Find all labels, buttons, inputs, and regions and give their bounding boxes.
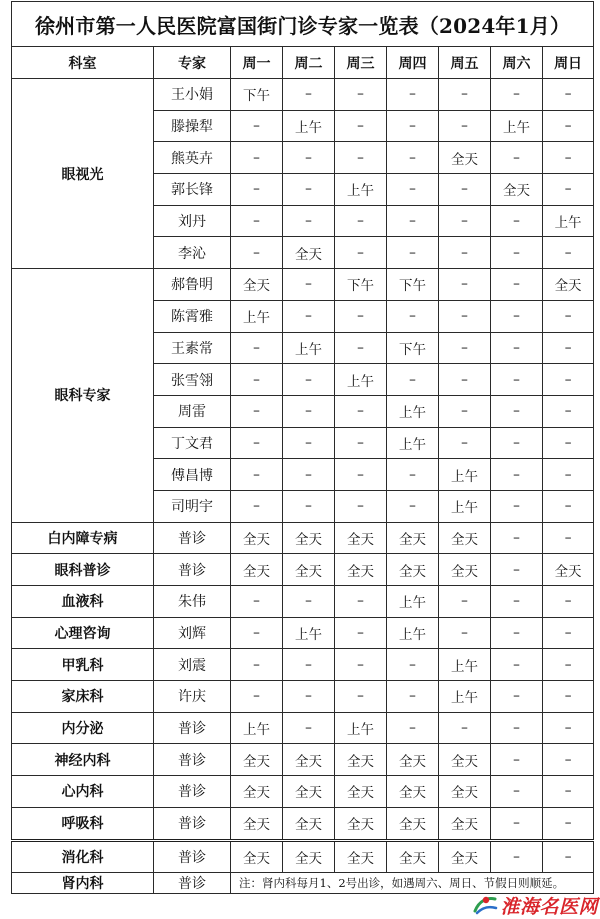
header-dept: 科室 xyxy=(12,47,154,79)
schedule-slot-thu: – xyxy=(387,174,439,206)
schedule-slot-tue: – xyxy=(283,649,335,681)
schedule-row xyxy=(12,873,594,894)
schedule-slot-fri: 全天 xyxy=(439,554,491,586)
expert-name: 普诊 xyxy=(154,873,231,894)
expert-name: 王小娟 xyxy=(154,79,231,111)
schedule-slot-sat: – xyxy=(491,269,543,301)
schedule-slot-sat: – xyxy=(491,586,543,618)
schedule-slot-mon: 全天 xyxy=(231,807,283,840)
schedule-row xyxy=(12,807,594,840)
schedule-slot-thu: – xyxy=(387,490,439,522)
schedule-slot-tue: – xyxy=(283,427,335,459)
schedule-slot-sun: – xyxy=(543,840,594,873)
schedule-slot-wed: 下午 xyxy=(335,269,387,301)
schedule-slot-tue: 全天 xyxy=(283,744,335,776)
schedule-slot-sun: 全天 xyxy=(543,269,594,301)
schedule-slot-sun: – xyxy=(543,427,594,459)
schedule-slot-mon: – xyxy=(231,237,283,269)
expert-name: 普诊 xyxy=(154,776,231,808)
schedule-slot-sun: – xyxy=(543,110,594,142)
expert-name: 司明宇 xyxy=(154,490,231,522)
schedule-slot-tue: – xyxy=(283,142,335,174)
schedule-slot-sun: – xyxy=(543,237,594,269)
expert-name: 普诊 xyxy=(154,522,231,554)
schedule-slot-wed: – xyxy=(335,237,387,269)
schedule-slot-sat: – xyxy=(491,712,543,744)
schedule-slot-wed: – xyxy=(335,586,387,618)
schedule-slot-thu: – xyxy=(387,712,439,744)
schedule-slot-mon: – xyxy=(231,681,283,713)
watermark-text: 淮海名医网 xyxy=(500,896,598,918)
schedule-slot-sun: – xyxy=(543,522,594,554)
schedule-slot-sat: – xyxy=(491,776,543,808)
page-title: 徐州市第一人民医院富国街门诊专家一览表（2024年1月） xyxy=(12,2,594,47)
schedule-slot-wed: – xyxy=(335,205,387,237)
schedule-body xyxy=(12,79,594,894)
schedule-slot-sat: – xyxy=(491,205,543,237)
schedule-slot-wed: 上午 xyxy=(335,174,387,206)
schedule-slot-sun: – xyxy=(543,490,594,522)
schedule-slot-tue: – xyxy=(283,205,335,237)
schedule-row xyxy=(12,744,594,776)
schedule-slot-sun: – xyxy=(543,617,594,649)
schedule-slot-wed: – xyxy=(335,649,387,681)
schedule-slot-mon: 全天 xyxy=(231,269,283,301)
schedule-slot-mon: – xyxy=(231,110,283,142)
schedule-slot-tue: – xyxy=(283,586,335,618)
schedule-slot-mon: – xyxy=(231,395,283,427)
schedule-slot-wed: – xyxy=(335,142,387,174)
schedule-slot-sun: – xyxy=(543,807,594,840)
schedule-slot-fri: 上午 xyxy=(439,681,491,713)
schedule-slot-thu: 下午 xyxy=(387,269,439,301)
schedule-slot-tue: 上午 xyxy=(283,110,335,142)
schedule-slot-sat: – xyxy=(491,554,543,586)
department-name: 眼科普诊 xyxy=(12,554,154,586)
schedule-slot-sun: – xyxy=(543,332,594,364)
schedule-slot-thu: 全天 xyxy=(387,807,439,840)
schedule-slot-sat: – xyxy=(491,744,543,776)
schedule-slot-mon: – xyxy=(231,427,283,459)
department-name: 白内障专病 xyxy=(12,522,154,554)
schedule-slot-wed: – xyxy=(335,490,387,522)
schedule-slot-mon: 全天 xyxy=(231,840,283,873)
schedule-slot-tue: 全天 xyxy=(283,237,335,269)
schedule-row xyxy=(12,776,594,808)
schedule-slot-thu: 全天 xyxy=(387,554,439,586)
schedule-slot-mon: – xyxy=(231,174,283,206)
department-name: 肾内科 xyxy=(12,873,154,894)
schedule-slot-sat: – xyxy=(491,807,543,840)
schedule-slot-fri: – xyxy=(439,395,491,427)
expert-name: 张雪翎 xyxy=(154,364,231,396)
expert-name: 傅昌博 xyxy=(154,459,231,491)
schedule-slot-sun: – xyxy=(543,586,594,618)
expert-name: 刘辉 xyxy=(154,617,231,649)
expert-name: 郝鲁明 xyxy=(154,269,231,301)
schedule-slot-tue: 全天 xyxy=(283,776,335,808)
department-name: 心理咨询 xyxy=(12,617,154,649)
schedule-slot-mon: 下午 xyxy=(231,79,283,111)
schedule-slot-sat: – xyxy=(491,522,543,554)
expert-name: 王素常 xyxy=(154,332,231,364)
schedule-slot-tue: – xyxy=(283,490,335,522)
schedule-slot-mon: 上午 xyxy=(231,300,283,332)
schedule-slot-mon: – xyxy=(231,364,283,396)
schedule-slot-tue: 上午 xyxy=(283,332,335,364)
department-name: 甲乳科 xyxy=(12,649,154,681)
schedule-slot-sun: – xyxy=(543,142,594,174)
schedule-slot-sun: – xyxy=(543,649,594,681)
schedule-slot-thu: – xyxy=(387,205,439,237)
schedule-slot-fri: – xyxy=(439,364,491,396)
schedule-slot-fri: – xyxy=(439,205,491,237)
expert-name: 丁文君 xyxy=(154,427,231,459)
schedule-slot-fri: 上午 xyxy=(439,649,491,681)
header-day-tue: 周二 xyxy=(283,47,335,79)
schedule-slot-tue: – xyxy=(283,174,335,206)
schedule-slot-tue: – xyxy=(283,300,335,332)
schedule-slot-mon: 全天 xyxy=(231,776,283,808)
schedule-slot-fri: – xyxy=(439,617,491,649)
schedule-row xyxy=(12,840,594,873)
schedule-slot-sun: – xyxy=(543,174,594,206)
schedule-slot-sat: – xyxy=(491,490,543,522)
expert-name: 刘丹 xyxy=(154,205,231,237)
schedule-slot-tue: – xyxy=(283,79,335,111)
schedule-slot-sun: – xyxy=(543,364,594,396)
schedule-slot-thu: 全天 xyxy=(387,840,439,873)
schedule-slot-fri: – xyxy=(439,332,491,364)
schedule-slot-sat: 上午 xyxy=(491,110,543,142)
schedule-slot-fri: 全天 xyxy=(439,744,491,776)
schedule-slot-mon: – xyxy=(231,142,283,174)
schedule-table xyxy=(11,1,594,894)
schedule-slot-tue: – xyxy=(283,395,335,427)
schedule-row xyxy=(12,554,594,586)
schedule-slot-tue: – xyxy=(283,459,335,491)
schedule-slot-sun: 上午 xyxy=(543,205,594,237)
expert-name: 许庆 xyxy=(154,681,231,713)
schedule-row xyxy=(12,617,594,649)
schedule-slot-mon: – xyxy=(231,649,283,681)
schedule-slot-mon: 上午 xyxy=(231,712,283,744)
header-expert: 专家 xyxy=(154,47,231,79)
schedule-slot-wed: – xyxy=(335,79,387,111)
schedule-slot-sat: – xyxy=(491,79,543,111)
schedule-slot-wed: 上午 xyxy=(335,712,387,744)
schedule-slot-thu: 全天 xyxy=(387,776,439,808)
schedule-slot-sun: – xyxy=(543,776,594,808)
schedule-slot-wed: 全天 xyxy=(335,807,387,840)
schedule-slot-fri: – xyxy=(439,586,491,618)
header-day-thu: 周四 xyxy=(387,47,439,79)
schedule-slot-thu: – xyxy=(387,79,439,111)
expert-name: 普诊 xyxy=(154,712,231,744)
schedule-slot-sat: 全天 xyxy=(491,174,543,206)
schedule-slot-thu: 上午 xyxy=(387,395,439,427)
schedule-slot-wed: 全天 xyxy=(335,744,387,776)
schedule-slot-sun: – xyxy=(543,744,594,776)
expert-name: 刘震 xyxy=(154,649,231,681)
schedule-slot-mon: 全天 xyxy=(231,522,283,554)
schedule-slot-sat: – xyxy=(491,237,543,269)
schedule-row xyxy=(12,79,594,111)
expert-name: 李沁 xyxy=(154,237,231,269)
schedule-slot-wed: 全天 xyxy=(335,776,387,808)
schedule-slot-sat: – xyxy=(491,300,543,332)
schedule-slot-sat: – xyxy=(491,364,543,396)
schedule-slot-wed: – xyxy=(335,300,387,332)
schedule-slot-wed: 全天 xyxy=(335,554,387,586)
schedule-slot-mon: 全天 xyxy=(231,744,283,776)
schedule-slot-thu: – xyxy=(387,142,439,174)
watermark-logo xyxy=(472,894,598,917)
department-name: 心内科 xyxy=(12,776,154,808)
header-day-mon: 周一 xyxy=(231,47,283,79)
schedule-slot-thu: – xyxy=(387,237,439,269)
schedule-slot-wed: – xyxy=(335,617,387,649)
schedule-slot-thu: – xyxy=(387,300,439,332)
header-day-sat: 周六 xyxy=(491,47,543,79)
schedule-slot-fri: – xyxy=(439,269,491,301)
schedule-slot-sat: – xyxy=(491,427,543,459)
schedule-slot-mon: – xyxy=(231,459,283,491)
schedule-slot-tue: 全天 xyxy=(283,554,335,586)
department-name: 眼视光 xyxy=(12,79,154,269)
header-day-sun: 周日 xyxy=(543,47,594,79)
schedule-slot-sun: – xyxy=(543,681,594,713)
department-name: 神经内科 xyxy=(12,744,154,776)
schedule-slot-thu: 全天 xyxy=(387,522,439,554)
schedule-slot-sat: – xyxy=(491,681,543,713)
schedule-slot-sun: – xyxy=(543,300,594,332)
schedule-slot-tue: 全天 xyxy=(283,840,335,873)
schedule-row xyxy=(12,269,594,301)
department-name: 内分泌 xyxy=(12,712,154,744)
schedule-slot-sun: – xyxy=(543,79,594,111)
header-row xyxy=(12,47,594,79)
schedule-row xyxy=(12,649,594,681)
schedule-slot-thu: – xyxy=(387,110,439,142)
schedule-slot-sat: – xyxy=(491,617,543,649)
expert-name: 熊英卉 xyxy=(154,142,231,174)
schedule-slot-thu: – xyxy=(387,649,439,681)
schedule-slot-sun: – xyxy=(543,712,594,744)
schedule-slot-tue: 全天 xyxy=(283,807,335,840)
schedule-slot-sat: – xyxy=(491,332,543,364)
schedule-slot-mon: – xyxy=(231,490,283,522)
schedule-slot-fri: 全天 xyxy=(439,142,491,174)
schedule-slot-fri: – xyxy=(439,174,491,206)
department-name: 眼科专家 xyxy=(12,269,154,523)
schedule-note: 注：肾内科每月1、2号出诊，如遇周六、周日、节假日则顺延。 xyxy=(231,873,594,894)
schedule-slot-wed: – xyxy=(335,427,387,459)
schedule-slot-thu: – xyxy=(387,459,439,491)
schedule-slot-fri: – xyxy=(439,79,491,111)
schedule-slot-wed: – xyxy=(335,395,387,427)
schedule-slot-fri: 上午 xyxy=(439,490,491,522)
schedule-slot-thu: 上午 xyxy=(387,586,439,618)
schedule-slot-sun: 全天 xyxy=(543,554,594,586)
schedule-slot-fri: 全天 xyxy=(439,807,491,840)
department-name: 血液科 xyxy=(12,586,154,618)
schedule-slot-tue: – xyxy=(283,712,335,744)
schedule-slot-wed: 全天 xyxy=(335,522,387,554)
schedule-row xyxy=(12,522,594,554)
expert-name: 郭长锋 xyxy=(154,174,231,206)
schedule-slot-thu: 上午 xyxy=(387,617,439,649)
schedule-slot-wed: – xyxy=(335,110,387,142)
expert-name: 陈霄雅 xyxy=(154,300,231,332)
schedule-slot-thu: – xyxy=(387,364,439,396)
department-name: 家床科 xyxy=(12,681,154,713)
schedule-slot-sat: – xyxy=(491,840,543,873)
schedule-slot-wed: 全天 xyxy=(335,840,387,873)
schedule-slot-sat: – xyxy=(491,459,543,491)
expert-name: 周雷 xyxy=(154,395,231,427)
schedule-slot-fri: 全天 xyxy=(439,776,491,808)
schedule-slot-tue: 全天 xyxy=(283,522,335,554)
schedule-row xyxy=(12,681,594,713)
schedule-slot-fri: 全天 xyxy=(439,522,491,554)
schedule-slot-wed: – xyxy=(335,459,387,491)
schedule-slot-sat: – xyxy=(491,395,543,427)
expert-name: 滕操犁 xyxy=(154,110,231,142)
expert-name: 普诊 xyxy=(154,807,231,840)
schedule-slot-fri: – xyxy=(439,110,491,142)
expert-name: 普诊 xyxy=(154,840,231,873)
schedule-slot-sat: – xyxy=(491,142,543,174)
schedule-slot-tue: – xyxy=(283,269,335,301)
expert-name: 普诊 xyxy=(154,744,231,776)
schedule-slot-fri: – xyxy=(439,300,491,332)
schedule-slot-fri: 全天 xyxy=(439,840,491,873)
schedule-slot-sat: – xyxy=(491,649,543,681)
schedule-slot-mon: – xyxy=(231,617,283,649)
schedule-slot-wed: – xyxy=(335,681,387,713)
schedule-slot-wed: – xyxy=(335,332,387,364)
schedule-slot-thu: – xyxy=(387,681,439,713)
schedule-slot-sun: – xyxy=(543,459,594,491)
expert-name: 普诊 xyxy=(154,554,231,586)
schedule-slot-tue: 上午 xyxy=(283,617,335,649)
schedule-slot-thu: 上午 xyxy=(387,427,439,459)
logo-icon xyxy=(472,893,498,919)
schedule-row xyxy=(12,586,594,618)
header-day-fri: 周五 xyxy=(439,47,491,79)
schedule-slot-mon: – xyxy=(231,586,283,618)
title-row xyxy=(12,2,594,47)
header-day-wed: 周三 xyxy=(335,47,387,79)
department-name: 消化科 xyxy=(12,840,154,873)
schedule-slot-thu: 全天 xyxy=(387,744,439,776)
schedule-slot-fri: 上午 xyxy=(439,459,491,491)
schedule-slot-mon: – xyxy=(231,205,283,237)
schedule-slot-wed: 上午 xyxy=(335,364,387,396)
schedule-slot-tue: – xyxy=(283,681,335,713)
schedule-slot-fri: – xyxy=(439,427,491,459)
schedule-slot-mon: 全天 xyxy=(231,554,283,586)
schedule-slot-mon: – xyxy=(231,332,283,364)
expert-name: 朱伟 xyxy=(154,586,231,618)
department-name: 呼吸科 xyxy=(12,807,154,840)
schedule-row xyxy=(12,712,594,744)
schedule-slot-thu: 下午 xyxy=(387,332,439,364)
schedule-slot-tue: – xyxy=(283,364,335,396)
schedule-slot-fri: – xyxy=(439,712,491,744)
schedule-slot-sun: – xyxy=(543,395,594,427)
schedule-slot-fri: – xyxy=(439,237,491,269)
